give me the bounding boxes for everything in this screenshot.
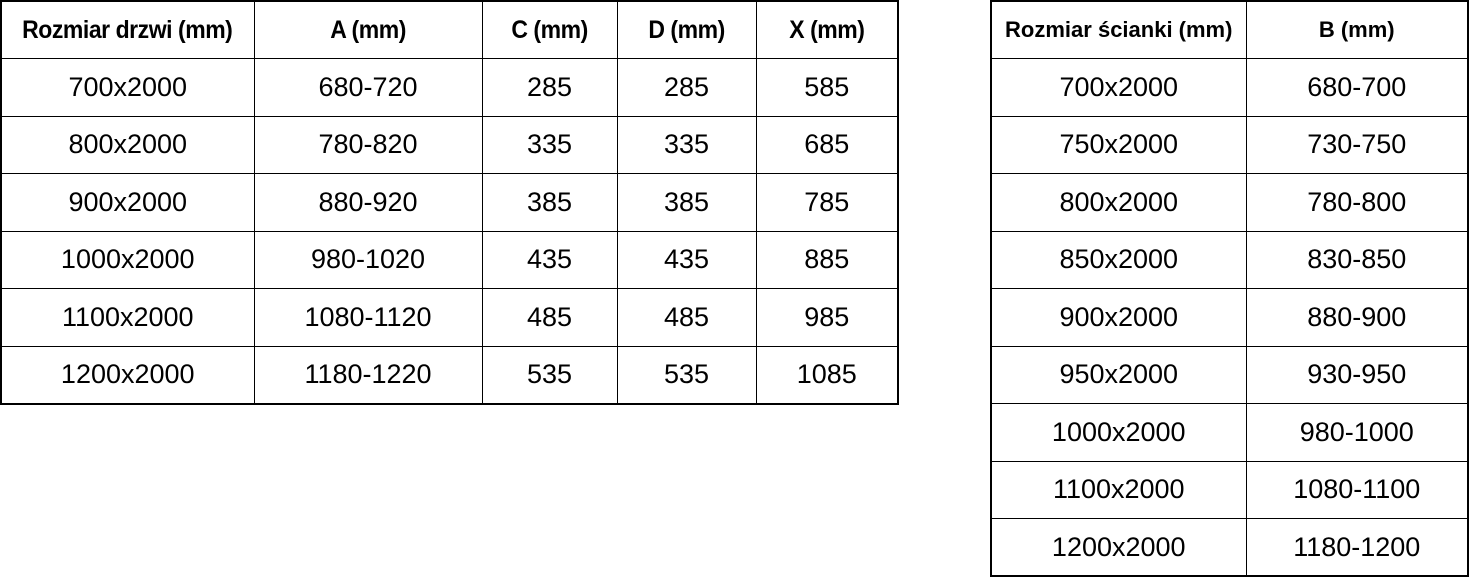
table-cell: 1200x2000: [1, 346, 254, 404]
table-row: [1, 346, 898, 404]
table-cell: 385: [617, 174, 756, 232]
table-cell: 785: [756, 174, 898, 232]
table-cell: 385: [482, 174, 617, 232]
table-cell: 1080-1120: [254, 289, 482, 347]
table-cell: 885: [756, 231, 898, 289]
table-row: [991, 404, 1468, 462]
table-cell: 435: [482, 231, 617, 289]
table-cell: 980-1000: [1246, 404, 1468, 462]
door-size-table: [0, 0, 899, 405]
table-cell: 335: [482, 116, 617, 174]
door-table-header-row: [1, 1, 898, 59]
table-cell: 750x2000: [991, 116, 1246, 174]
table-cell: 585: [756, 59, 898, 117]
table-row: [991, 346, 1468, 404]
column-header-label: X (mm): [789, 15, 865, 44]
table-cell: 800x2000: [991, 174, 1246, 232]
table-cell: 535: [482, 346, 617, 404]
table-cell: 1100x2000: [1, 289, 254, 347]
table-cell: 700x2000: [991, 59, 1246, 117]
table-cell: 685: [756, 116, 898, 174]
column-header-b: B (mm): [1246, 1, 1468, 59]
table-cell: 880-900: [1246, 289, 1468, 347]
table-row: [991, 116, 1468, 174]
table-cell: 1100x2000: [991, 461, 1246, 519]
table-cell: 285: [482, 59, 617, 117]
column-header-label: A (mm): [330, 15, 406, 44]
table-cell: 1085: [756, 346, 898, 404]
table-cell: 730-750: [1246, 116, 1468, 174]
table-cell: 930-950: [1246, 346, 1468, 404]
column-header-label: C (mm): [511, 15, 588, 44]
column-header-x: [756, 1, 898, 59]
table-row: [991, 289, 1468, 347]
table-row: [991, 59, 1468, 117]
wall-table-header-row: [991, 1, 1468, 59]
wall-size-table: [990, 0, 1469, 577]
column-header-wall-size: Rozmiar ścianki (mm): [991, 1, 1246, 59]
table-cell: 850x2000: [991, 231, 1246, 289]
table-cell: 1180-1200: [1246, 519, 1468, 577]
table-cell: 1080-1100: [1246, 461, 1468, 519]
table-cell: 485: [617, 289, 756, 347]
table-cell: 1200x2000: [991, 519, 1246, 577]
table-row: [1, 116, 898, 174]
table-row: [991, 231, 1468, 289]
table-cell: 980-1020: [254, 231, 482, 289]
table-cell: 780-820: [254, 116, 482, 174]
column-header-label: Rozmiar drzwi (mm): [22, 15, 233, 44]
table-cell: 435: [617, 231, 756, 289]
table-cell: 830-850: [1246, 231, 1468, 289]
table-cell: 335: [617, 116, 756, 174]
column-header-door-size: [1, 1, 254, 59]
table-cell: 780-800: [1246, 174, 1468, 232]
column-header-d: [617, 1, 756, 59]
table-row: [1, 174, 898, 232]
table-row: [991, 461, 1468, 519]
table-row: [991, 519, 1468, 577]
table-cell: 1180-1220: [254, 346, 482, 404]
table-cell: 285: [617, 59, 756, 117]
table-cell: 680-700: [1246, 59, 1468, 117]
column-header-c: [482, 1, 617, 59]
table-cell: 680-720: [254, 59, 482, 117]
table-cell: 900x2000: [1, 174, 254, 232]
table-row: [1, 59, 898, 117]
table-cell: 950x2000: [991, 346, 1246, 404]
table-cell: 535: [617, 346, 756, 404]
table-cell: 880-920: [254, 174, 482, 232]
table-row: [1, 289, 898, 347]
column-header-label: D (mm): [648, 15, 725, 44]
table-cell: 800x2000: [1, 116, 254, 174]
table-cell: 485: [482, 289, 617, 347]
table-cell: 1000x2000: [991, 404, 1246, 462]
table-cell: 900x2000: [991, 289, 1246, 347]
table-row: [1, 231, 898, 289]
table-row: [991, 174, 1468, 232]
table-cell: 1000x2000: [1, 231, 254, 289]
table-cell: 700x2000: [1, 59, 254, 117]
column-header-a: [254, 1, 482, 59]
table-cell: 985: [756, 289, 898, 347]
